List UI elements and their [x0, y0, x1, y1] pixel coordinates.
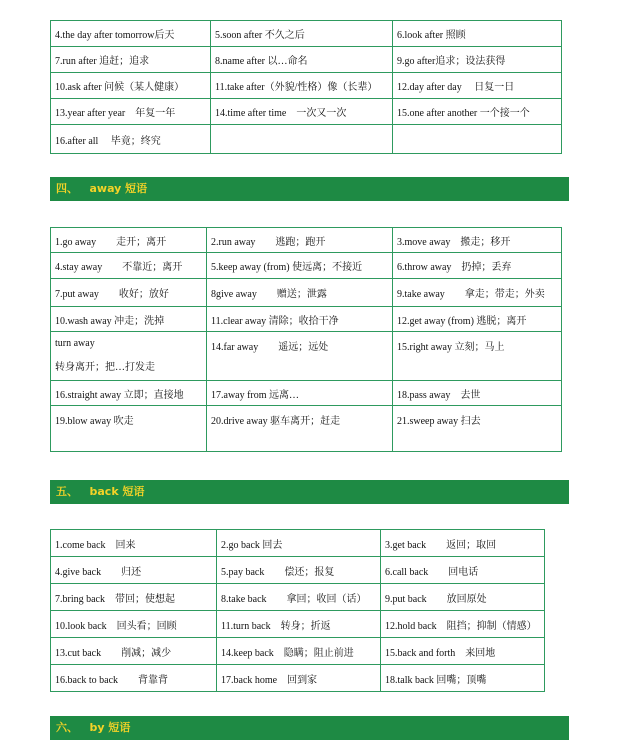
phrase-cell: 10.ask after 问候（某人健康）	[51, 73, 211, 99]
phrase-cell: 4.stay away 不靠近；离开	[51, 253, 207, 279]
table-row	[51, 611, 545, 638]
phrase-cell: 17.away from 远离…	[207, 381, 393, 406]
phrase-cell: 6.call back 回电话	[381, 557, 545, 584]
table-row	[51, 638, 545, 665]
table-row	[51, 47, 562, 73]
table-row	[51, 307, 562, 332]
table-row	[51, 21, 562, 47]
phrase-cell: 19.blow away 吹走	[51, 406, 207, 452]
phrase-cell: 5.pay back 偿还；报复	[217, 557, 381, 584]
phrase-cell: 15.one after another 一个接一个	[393, 99, 562, 125]
phrase-cell: 10.wash away 冲走；洗掉	[51, 307, 207, 332]
phrase-cell: 11.take after（外貌/性格）像（长辈）	[211, 73, 393, 99]
phrase-cell: 20.drive away 驱车离开；赶走	[207, 406, 393, 452]
table-row	[51, 253, 562, 279]
phrase-cell: 15.back and forth 来回地	[381, 638, 545, 665]
table-row	[51, 406, 562, 452]
away-phrases-table	[50, 227, 562, 452]
phrase-cell: 2.go back 回去	[217, 530, 381, 557]
phrase-cell: 11.clear away 清除；收拾干净	[207, 307, 393, 332]
phrase-cell: 3.get back 返回；取回	[381, 530, 545, 557]
section-number: 六、	[56, 721, 78, 734]
section-title: away 短语	[89, 182, 148, 195]
section-heading-back	[50, 480, 569, 504]
table-row	[51, 279, 562, 307]
phrase-cell: 17.back home 回到家	[217, 665, 381, 692]
phrase-cell: 8give away 赠送；泄露	[207, 279, 393, 307]
phrase-cell: 12.hold back 阻挡；抑制（情感）	[381, 611, 545, 638]
phrase-cell: 1.come back 回来	[51, 530, 217, 557]
table-row	[51, 99, 562, 125]
phrase-cell: 18.pass away 去世	[393, 381, 562, 406]
phrase-cell	[393, 125, 562, 154]
phrase-cell: 7.put away 收好；放好	[51, 279, 207, 307]
phrase-cell: 6.look after 照顾	[393, 21, 562, 47]
phrase-cell: 4.give back 归还	[51, 557, 217, 584]
phrase-cell: 14.time after time 一次又一次	[211, 99, 393, 125]
table-row	[51, 665, 545, 692]
section-title: by 短语	[89, 721, 131, 734]
phrase-cell: 18.talk back 回嘴；顶嘴	[381, 665, 545, 692]
phrase-cell: 2.run away 逃跑；跑开	[207, 228, 393, 253]
phrase-cell: 5.soon after 不久之后	[211, 21, 393, 47]
section-number: 五、	[56, 485, 78, 498]
phrase-cell: 9.take away 拿走；带走；外卖	[393, 279, 562, 307]
phrase-cell: 6.throw away 扔掉；丢弃	[393, 253, 562, 279]
phrase-cell: 14.keep back 隐瞒；阻止前进	[217, 638, 381, 665]
back-phrases-table	[50, 529, 545, 692]
phrase-cell	[211, 125, 393, 154]
section-title: back 短语	[89, 485, 145, 498]
phrase-cell: 11.turn back 转身；折返	[217, 611, 381, 638]
table-row	[51, 125, 562, 154]
section-heading-by	[50, 716, 569, 740]
phrase-cell: 9.put back 放回原处	[381, 584, 545, 611]
section-heading-away	[50, 177, 569, 201]
phrase-cell: 16.straight away 立即；直接地	[51, 381, 207, 406]
table-row	[51, 332, 562, 381]
phrase-cell: 9.go after追求；设法获得	[393, 47, 562, 73]
phrase-text: turn away	[55, 338, 95, 349]
phrase-cell	[51, 332, 207, 381]
phrase-cell: 14.far away 遥远；远处	[207, 332, 393, 381]
table-row	[51, 584, 545, 611]
phrase-meaning: 转身离开；把…打发走	[55, 362, 155, 373]
phrase-cell: 12.get away (from) 逃脱；离开	[393, 307, 562, 332]
phrase-cell: 16.after all 毕竟；终究	[51, 125, 211, 154]
table-row	[51, 73, 562, 99]
phrase-cell: 21.sweep away 扫去	[393, 406, 562, 452]
phrase-cell: 7.run after 追赶；追求	[51, 47, 211, 73]
phrase-cell: 4.the day after tomorrow后天	[51, 21, 211, 47]
phrase-cell: 5.keep away (from) 使远离；不接近	[207, 253, 393, 279]
phrase-cell: 10.look back 回头看；回顾	[51, 611, 217, 638]
phrase-cell: 1.go away 走开；离开	[51, 228, 207, 253]
phrase-cell: 8.name after 以…命名	[211, 47, 393, 73]
section-number: 四、	[56, 182, 78, 195]
after-phrases-table	[50, 20, 562, 154]
phrase-cell: 13.cut back 削减；减少	[51, 638, 217, 665]
phrase-cell: 8.take back 拿回；收回（话）	[217, 584, 381, 611]
phrase-cell: 15.right away 立刻；马上	[393, 332, 562, 381]
table-row	[51, 381, 562, 406]
phrase-cell: 13.year after year 年复一年	[51, 99, 211, 125]
phrase-cell: 7.bring back 带回；使想起	[51, 584, 217, 611]
phrase-cell: 16.back to back 背靠背	[51, 665, 217, 692]
phrase-cell: 12.day after day 日复一日	[393, 73, 562, 99]
table-row	[51, 530, 545, 557]
table-row	[51, 557, 545, 584]
phrase-cell: 3.move away 搬走；移开	[393, 228, 562, 253]
table-row	[51, 228, 562, 253]
